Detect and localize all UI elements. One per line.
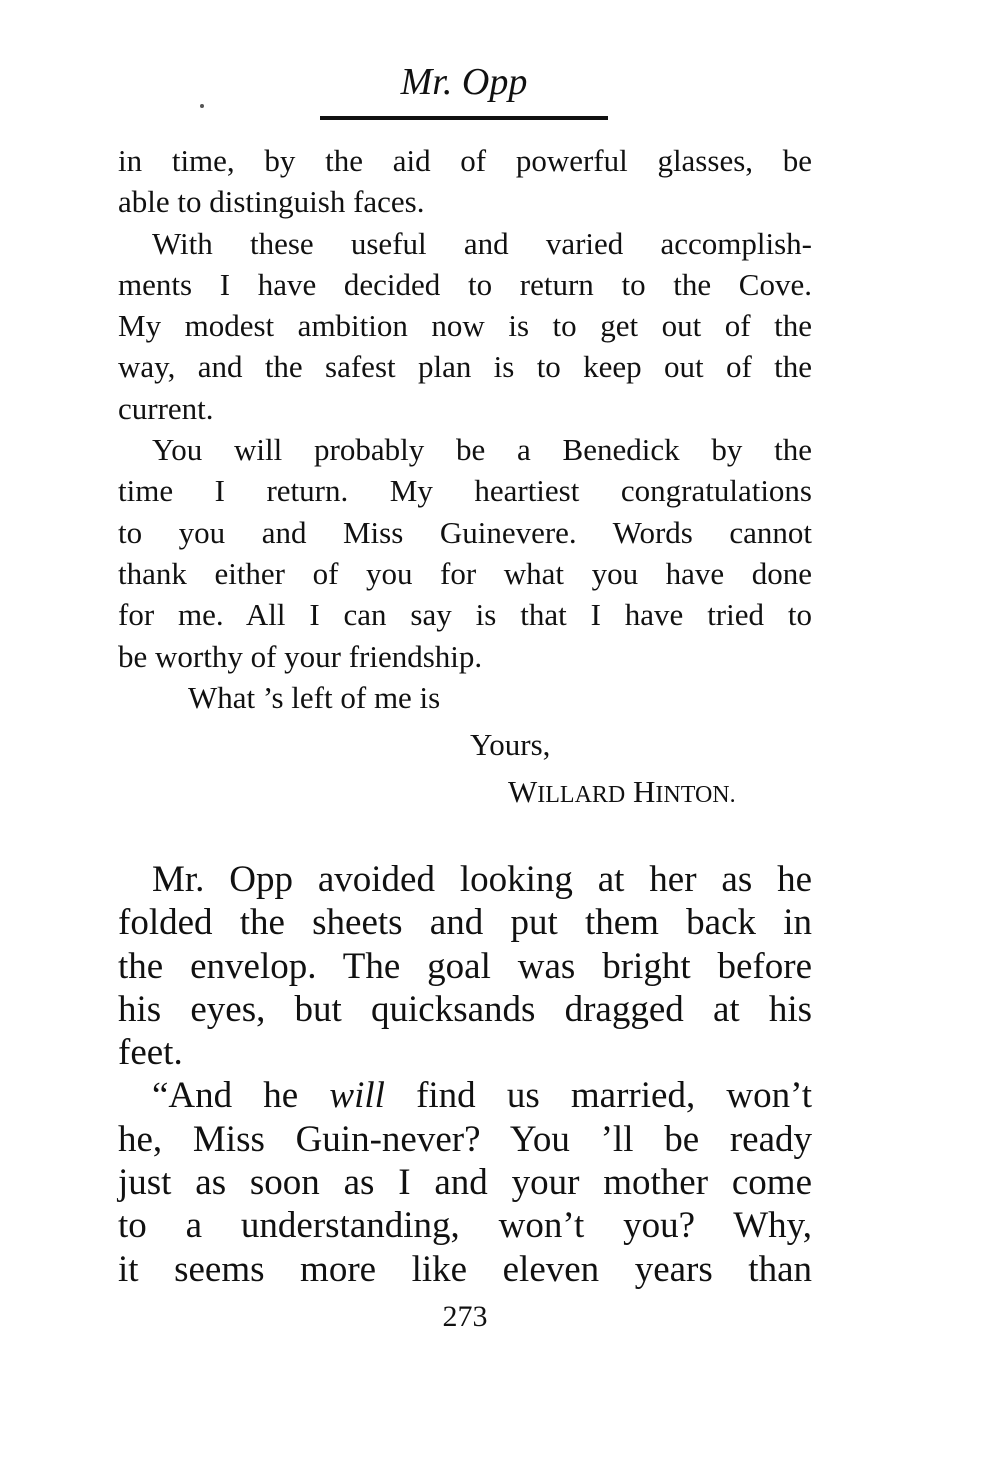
signature-initial: H	[633, 774, 656, 810]
text-line: just as soon as I and your mother come	[118, 1162, 812, 1204]
letter-valediction: What ’s left of me is	[188, 679, 441, 715]
text-line: to a understanding, won’t you? Why,	[118, 1205, 812, 1247]
text-line: Mr. Opp avoided looking at her as he	[152, 859, 812, 900]
running-header: Mr. Opp	[400, 61, 528, 103]
letter-paragraph-2	[118, 223, 812, 429]
header-rule	[320, 116, 608, 120]
text-line: current.	[118, 390, 214, 426]
signature-initial: W	[508, 774, 538, 810]
text-line: it seems more like eleven years than	[118, 1248, 812, 1290]
text-line: the envelop. The goal was bright before	[118, 945, 812, 987]
text-line: to you and Miss Guinevere. Words cannot	[118, 514, 812, 550]
narrative-paragraph-2	[118, 1074, 812, 1290]
text-line: in time, by the aid of powerful glasses, be	[118, 143, 812, 178]
letter-body	[118, 140, 812, 813]
text-line: feet.	[118, 1032, 183, 1074]
letter-closing: Yours,	[470, 727, 551, 763]
italic-emphasis: will	[329, 1075, 385, 1117]
text-line: able to distinguish faces.	[118, 184, 425, 220]
text-line: his eyes, but quicksands dragged at his	[118, 988, 812, 1030]
signature-small-caps: ILLARD	[537, 782, 626, 809]
letter-paragraph-1	[118, 140, 812, 223]
ink-speck	[200, 104, 204, 108]
text-line: for me. All I can say is that I have tried to	[118, 597, 812, 633]
letter-signature	[118, 771, 812, 812]
text-run: find us married, won’t	[384, 1075, 812, 1117]
text-line: be worthy of your friendship.	[118, 638, 483, 674]
letter-paragraph-3	[118, 429, 812, 677]
text-line: With these useful and varied accomplish-	[152, 225, 812, 261]
narrative-paragraph-1	[118, 858, 812, 1074]
text-line: folded the sheets and put them back in	[118, 902, 812, 944]
text-line: time I return. My heartiest congratulations	[118, 473, 812, 509]
narrative-body	[118, 858, 812, 1291]
page-number: 273	[442, 1300, 488, 1333]
text-line: ments I have decided to return to the Cove.	[118, 266, 812, 302]
text-line: way, and the safest plan is to keep out of the	[118, 349, 812, 385]
text-line	[118, 1074, 812, 1117]
text-line: You will probably be a Benedick by the	[152, 432, 812, 468]
text-line: he, Miss Guin-never? You ’ll be ready	[118, 1118, 812, 1160]
signature-small-caps: INTON.	[655, 782, 736, 809]
text-line: thank either of you for what you have done	[118, 555, 812, 591]
text-line: My modest ambition now is to get out of the	[118, 308, 812, 344]
text-run: “And he	[152, 1075, 330, 1117]
